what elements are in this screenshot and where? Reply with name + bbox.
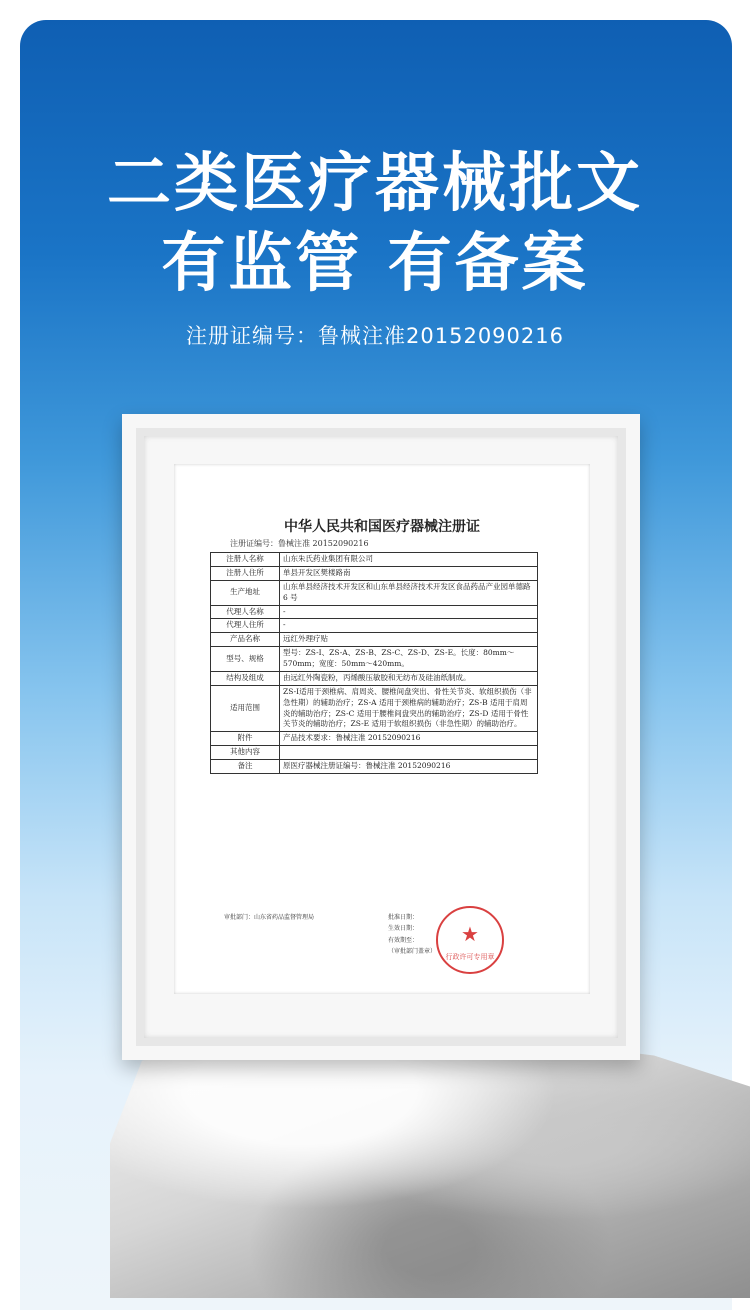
row-value: 产品技术要求：鲁械注准 20152090216	[280, 732, 538, 746]
certificate-row	[211, 746, 538, 760]
row-value: 由远红外陶瓷粉，丙烯酸压敏胶和无纺布及硅油纸制成。	[280, 671, 538, 685]
approval-department: 审批部门：山东省药品监督管理局	[224, 914, 315, 921]
row-key: 注册人住所	[211, 566, 280, 580]
certificate-row	[211, 619, 538, 633]
certificate-row	[211, 647, 538, 672]
certificate-row	[211, 671, 538, 685]
effective-date: 生效日期：	[388, 925, 419, 933]
row-value: -	[280, 605, 538, 619]
row-key: 适用范围	[211, 685, 280, 732]
row-value: 山东朱氏药业集团有限公司	[280, 553, 538, 567]
row-value: 山东单县经济技术开发区和山东单县经济技术开发区食品药品产业园单德路 6 号	[280, 580, 538, 605]
row-value: 远红外理疗贴	[280, 633, 538, 647]
certificate-row	[211, 633, 538, 647]
certificate-row	[211, 580, 538, 605]
certificate-frame	[122, 414, 640, 1060]
headline-line2: 有监管 有备案	[161, 227, 589, 301]
row-key: 生产地址	[211, 580, 280, 605]
row-value	[280, 746, 538, 760]
seal-star-icon: ★	[461, 922, 479, 946]
row-key: 注册人名称	[211, 553, 280, 567]
row-key: 代理人住所	[211, 619, 280, 633]
approval-date: 批准日期：	[388, 914, 419, 921]
certificate-document	[174, 464, 590, 994]
registration-number: 注册证编号：鲁械注准20152090216	[186, 324, 564, 348]
certificate-row	[211, 566, 538, 580]
row-key: 附件	[211, 732, 280, 746]
rock-pedestal-image	[110, 1040, 750, 1298]
certificate-row	[211, 605, 538, 619]
certificate-row	[211, 760, 538, 774]
row-value: -	[280, 619, 538, 633]
certificate-table	[210, 552, 538, 774]
certificate-row	[211, 685, 538, 732]
seal-text: 行政许可专用章	[445, 953, 495, 961]
row-key: 备注	[211, 760, 280, 774]
row-key: 代理人名称	[211, 605, 280, 619]
row-value: 型号：ZS-Ⅰ、ZS-A、ZS-B、ZS-C、ZS-D、ZS-E。长度：80mm～570mm；宽度：50mm～420mm。	[280, 647, 538, 672]
certificate-row	[211, 732, 538, 746]
row-key: 其他内容	[211, 746, 280, 760]
row-key: 型号、规格	[211, 647, 280, 672]
row-value: 单县开发区樊楼路南	[280, 566, 538, 580]
certificate-number: 注册证编号：鲁械注准 20152090216	[230, 539, 369, 548]
certificate-title: 中华人民共和国医疗器械注册证	[284, 519, 480, 535]
dept-seal-note: （审批部门盖章）	[388, 948, 437, 956]
certificate-row	[211, 553, 538, 567]
approval-dates	[388, 912, 436, 958]
official-seal	[436, 906, 504, 974]
row-key: 结构及组成	[211, 671, 280, 685]
valid-until: 有效期至：	[388, 936, 419, 944]
row-value: ZS-Ⅰ适用于颈椎病、肩周炎、腰椎间盘突出、骨性关节炎、软组织损伤（非急性期）的辅助治疗；ZS-A 适用于颈椎病的辅助治疗；ZS-B 适用于肩周炎的辅助治疗；ZS-C 适用于腰椎间盘突出的辅助治疗；ZS-D 适用于骨性关节炎的辅助治疗；ZS-E 适用于软组织损伤（非急性期）的辅助治疗。	[280, 685, 538, 732]
row-value: 原医疗器械注册证编号：鲁械注准 20152090216	[280, 760, 538, 774]
headline-line1: 二类医疗器械批文	[107, 147, 643, 221]
row-key: 产品名称	[211, 633, 280, 647]
